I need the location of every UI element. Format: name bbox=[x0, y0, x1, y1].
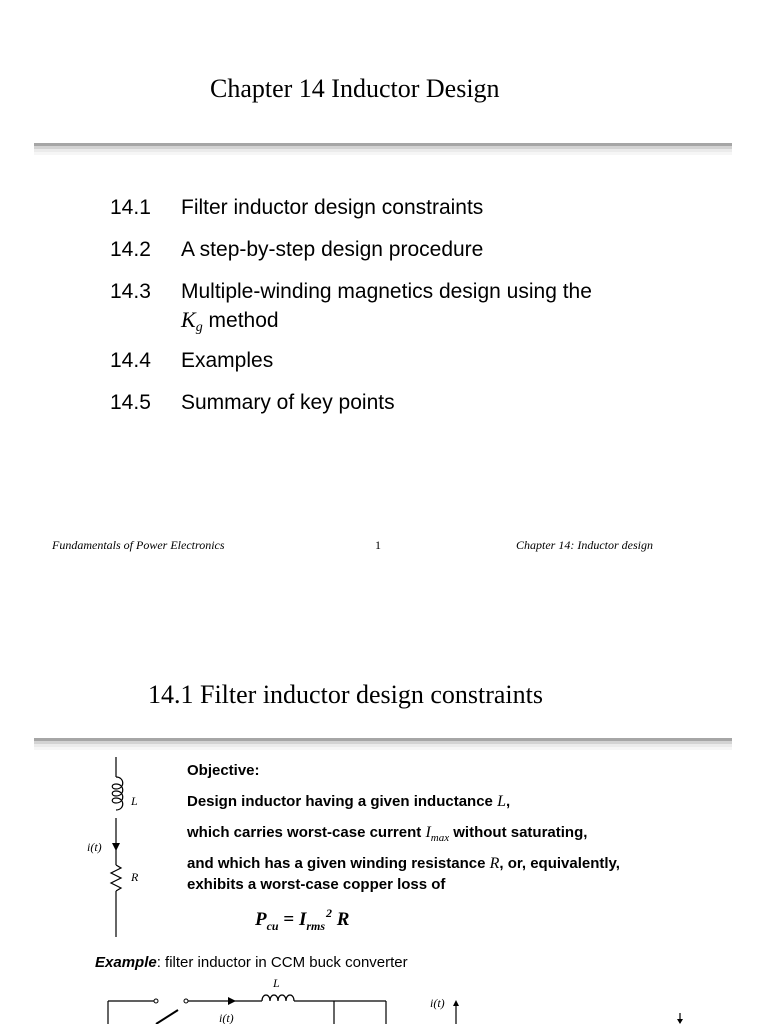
toc-item: Filter inductor design constraints bbox=[181, 196, 484, 219]
copper-loss-equation bbox=[255, 906, 349, 934]
line3-pre: and which has a given winding resistance bbox=[187, 855, 490, 872]
slide2-title: 14.1 Filter inductor design constraints bbox=[148, 680, 544, 709]
toc-num: 14.4 bbox=[110, 349, 151, 372]
slide1-title: Chapter 14 Inductor Design bbox=[210, 74, 500, 103]
kg-symbol: K bbox=[181, 307, 196, 332]
line1-text: Design inductor having a given inductance bbox=[187, 793, 498, 810]
page-number: 1 bbox=[375, 538, 381, 552]
circuit-label-L: L bbox=[131, 794, 138, 808]
line2-pre: which carries worst-case current bbox=[187, 824, 426, 841]
symbol-I-sub: max bbox=[430, 832, 450, 844]
objective-line-2 bbox=[187, 824, 587, 844]
eq-i-sub: rms bbox=[306, 919, 326, 933]
toc-item-line2 bbox=[181, 307, 279, 336]
toc-num: 14.1 bbox=[110, 196, 151, 219]
toc-item: Summary of key points bbox=[181, 391, 395, 414]
resistor-icon bbox=[111, 865, 121, 891]
toc-num: 14.5 bbox=[110, 391, 151, 414]
example-line bbox=[95, 954, 408, 971]
plot-label-it: i(t) bbox=[430, 996, 445, 1010]
symbol-L: L bbox=[497, 793, 506, 810]
objective-line-1 bbox=[187, 793, 510, 811]
example-text: : filter inductor in CCM buck converter bbox=[156, 954, 408, 971]
down-arrow-icon bbox=[677, 1019, 683, 1024]
symbol-R: R bbox=[489, 855, 500, 872]
line3-post: , or, equivalently, bbox=[499, 855, 620, 872]
inductor-resistor-circuit bbox=[80, 755, 170, 940]
objective-label: Objective: bbox=[187, 762, 260, 779]
current-arrow-icon bbox=[228, 997, 236, 1005]
eq-p: P bbox=[255, 909, 267, 930]
kg-subscript: g bbox=[195, 320, 203, 335]
eq-p-sub: cu bbox=[266, 919, 279, 933]
title-rule-2 bbox=[34, 738, 732, 750]
line2-post: without saturating, bbox=[449, 824, 588, 841]
switch-contact-icon bbox=[184, 999, 188, 1003]
buck-converter-schematic bbox=[0, 975, 768, 1024]
current-arrow-icon bbox=[112, 843, 120, 851]
schematic-label-it: i(t) bbox=[219, 1011, 234, 1024]
circuit-label-R: R bbox=[131, 870, 139, 884]
footer-left: Fundamentals of Power Electronics bbox=[52, 538, 225, 552]
line1-end: , bbox=[505, 793, 511, 810]
schematic-label-L: L bbox=[273, 976, 280, 990]
switch-blade-icon bbox=[156, 1010, 178, 1024]
toc-item: Examples bbox=[181, 349, 274, 372]
inductor-coil-icon bbox=[112, 777, 123, 810]
eq-equals: = bbox=[278, 909, 299, 930]
inductor-coil-icon bbox=[262, 995, 294, 1001]
eq-i: I bbox=[298, 909, 307, 930]
kg-rest: method bbox=[202, 309, 279, 332]
switch-contact-icon bbox=[154, 999, 158, 1003]
axis-arrow-icon bbox=[453, 1000, 459, 1006]
toc-item: A step-by-step design procedure bbox=[181, 238, 484, 261]
eq-sup: 2 bbox=[326, 906, 333, 920]
objective-line-3 bbox=[187, 855, 620, 873]
toc-num: 14.2 bbox=[110, 238, 151, 261]
footer-right: Chapter 14: Inductor design bbox=[516, 538, 653, 552]
eq-r: R bbox=[332, 909, 350, 930]
example-label: Example bbox=[95, 954, 157, 971]
symbol-I: I bbox=[425, 824, 431, 841]
toc-num: 14.3 bbox=[110, 280, 151, 303]
objective-line-4: exhibits a worst-case copper loss of bbox=[187, 876, 446, 893]
title-rule bbox=[34, 143, 732, 155]
circuit-label-it: i(t) bbox=[87, 840, 102, 854]
toc-item: Multiple-winding magnetics design using the bbox=[181, 280, 592, 303]
